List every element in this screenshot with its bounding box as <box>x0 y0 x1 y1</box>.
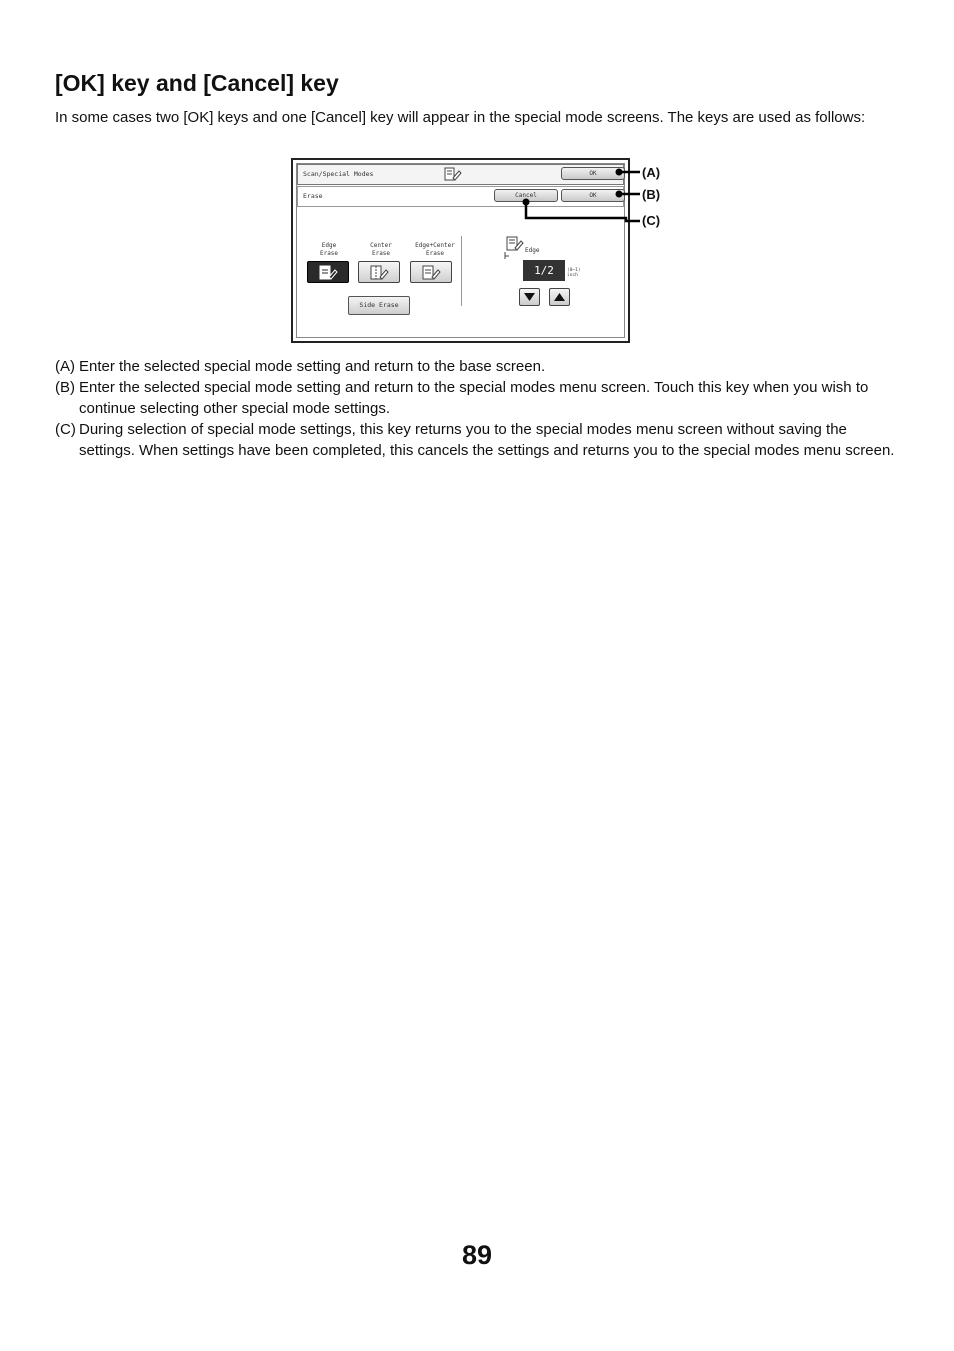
ok-top-button[interactable]: OK <box>561 167 625 180</box>
key-explanations <box>55 356 900 461</box>
ok-sub-button[interactable]: OK <box>561 189 625 202</box>
title-bar <box>297 164 624 185</box>
mode-label-line1: Edge+Center <box>415 242 455 249</box>
edge-erase-label <box>309 242 349 258</box>
page-number: 89 <box>461 1240 493 1270</box>
up-arrow-icon <box>554 292 565 302</box>
sub-bar <box>297 186 624 207</box>
intro-paragraph: In some cases two [OK] keys and one [Cancel] key will appear in the special mode screens. The keys are used as follows: <box>55 109 866 126</box>
note-text: Enter the selected special mode setting and return to the special modes menu screen. Touch this key when you wish to continue selecting other special mode settings. <box>79 379 869 417</box>
down-arrow-icon <box>524 292 535 302</box>
mode-label-line2: Erase <box>319 250 339 257</box>
special-modes-screen <box>291 158 630 343</box>
note-text: Enter the selected special mode setting and return to the base screen. <box>79 358 546 375</box>
mode-label-line1: Edge <box>321 242 337 249</box>
edge-center-erase-label <box>408 242 462 258</box>
range-line1: (0~1) <box>567 268 581 273</box>
mode-label-line1: Center <box>370 242 392 249</box>
edge-erase-icon <box>319 265 339 280</box>
sub-bar-label: Erase <box>303 192 323 200</box>
erase-mode-icon <box>444 167 462 181</box>
side-erase-button[interactable]: Side Erase <box>348 296 410 315</box>
note-item <box>55 377 900 419</box>
note-item <box>55 356 900 377</box>
edge-label: Edge <box>525 247 540 254</box>
center-erase-label <box>360 242 402 258</box>
mode-label-line2: Erase <box>425 250 445 257</box>
cancel-button[interactable]: Cancel <box>494 189 558 202</box>
callout-c-label: (C) <box>642 213 661 228</box>
edge-center-erase-icon <box>422 265 442 280</box>
edge-value-display: 1/2 <box>523 260 565 281</box>
note-item <box>55 419 900 461</box>
callout-a-label: (A) <box>642 165 661 180</box>
decrease-button[interactable] <box>519 288 540 306</box>
divider <box>461 236 462 306</box>
mode-label-line2: Erase <box>371 250 391 257</box>
callout-b-label: (B) <box>642 187 661 202</box>
edge-width-icon <box>504 236 524 260</box>
note-tag: (B) <box>55 379 75 396</box>
edge-center-erase-button[interactable] <box>410 261 452 283</box>
range-line2: inch <box>567 273 578 278</box>
note-tag: (C) <box>55 421 76 438</box>
page-title: [OK] key and [Cancel] key <box>55 70 339 96</box>
note-text: During selection of special mode settings, this key returns you to the special modes menu screen without saving the settings. When settings have been completed, this cancels the settings and returns you to the special modes menu screen. <box>79 421 895 459</box>
value-range <box>567 268 581 278</box>
center-erase-icon <box>370 265 390 280</box>
edge-erase-button[interactable] <box>307 261 349 283</box>
note-tag: (A) <box>55 358 75 375</box>
increase-button[interactable] <box>549 288 570 306</box>
title-bar-label: Scan/Special Modes <box>303 170 374 178</box>
center-erase-button[interactable] <box>358 261 400 283</box>
